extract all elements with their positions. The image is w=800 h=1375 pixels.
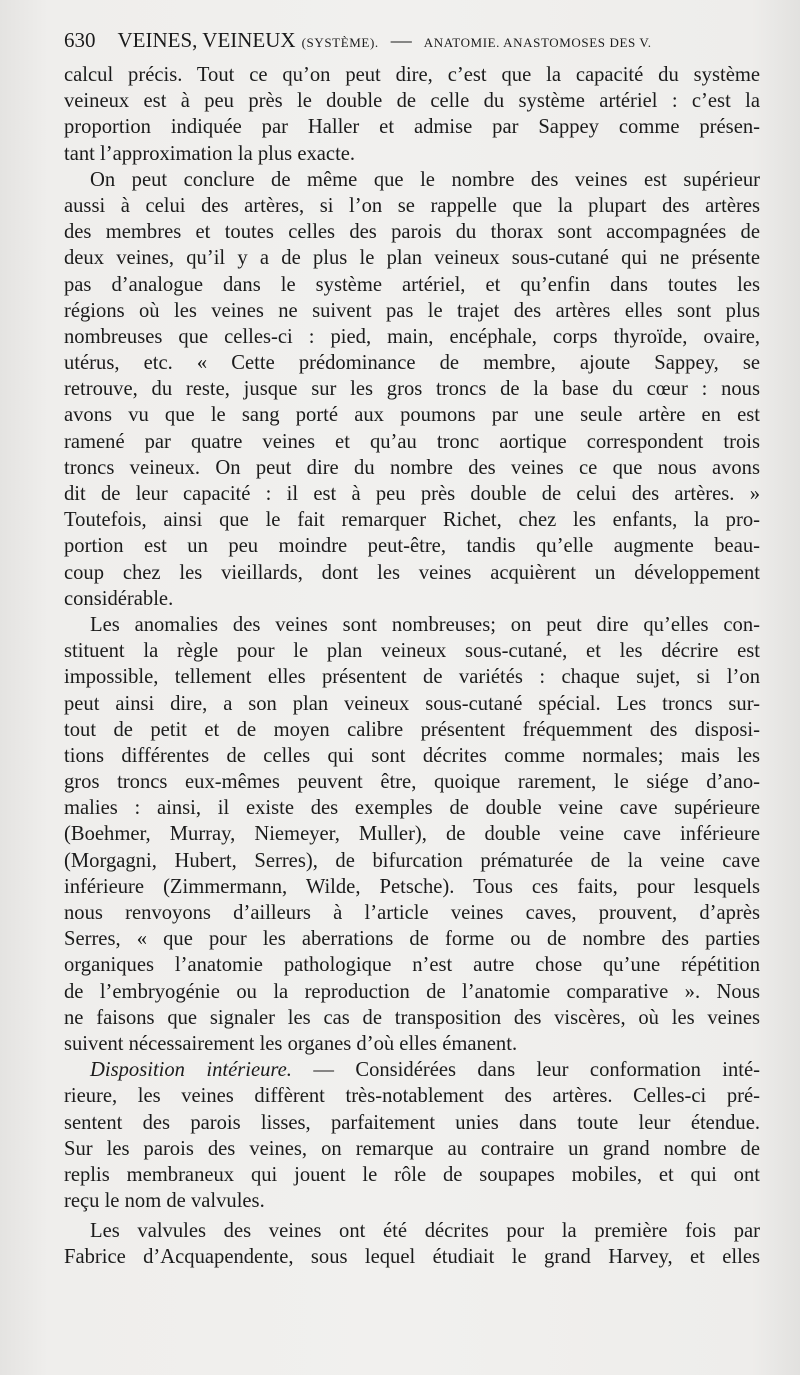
running-head [64,28,778,58]
text-line: ramené par quatre veines et qu’au tronc aortique correspondent trois [64,430,760,453]
text-line: tout de petit et de moyen calibre présentent fréquemment des disposi- [64,718,760,741]
page-number: 630 [64,28,96,52]
text-line: proportion indiquée par Haller et admise par Sappey comme présen- [64,116,760,139]
running-title: VEINES, VEINEUX [117,28,296,52]
text-line: organiques l’anatomie pathologique n’est autre chose qu’une répétition [64,954,760,977]
text-line: deux veines, qu’il y a de plus le plan veineux sous-cutané qui ne présente [64,247,760,270]
text-line: calcul précis. Tout ce qu’on peut dire, c’est que la capacité du système [64,64,760,86]
text-line: ne faisons que signaler les cas de transposition des viscères, où les veines [64,1006,760,1029]
body-text [64,62,760,1271]
text-line: Serres, « que pour les aberrations de forme ou de nombre des parties [64,928,760,951]
text-line: peut ainsi dire, a son plan veineux sous-cutané spécial. Les troncs sur- [64,692,760,715]
text-line: On peut conclure de même que le nombre des veines est supérieur [90,168,760,191]
text-line: suivent nécessairement les organes d’où elles émanent. [64,1032,518,1055]
paragraph-number-of-veins [64,167,760,612]
text-line: portion est un peu moindre peut-être, tandis qu’elle augmente beau- [64,535,760,558]
text-line: veineux est à peu près le double de celle du système artériel : c’est la [64,90,760,113]
paragraph-capacity [64,62,760,167]
text-line: Fabrice d’Acquapendente, sous lequel étudiait le grand Harvey, et elles [64,1246,760,1269]
text-line: Sur les parois des veines, on remarque au contraire un grand nombre de [64,1137,760,1160]
text-line: pas d’analogue dans le système artériel, et qu’enfin dans toutes les [64,273,760,296]
running-subject: ANATOMIE. ANASTOMOSES DES V. [423,35,652,50]
text-line [64,1057,760,1083]
text-line: utérus, etc. « Cette prédominance de membre, ajoute Sappey, se [64,352,760,375]
text-line: nombreuses que celles-ci : pied, main, encéphale, corps thyroïde, ovaire, [64,325,760,348]
text-line: (Boehmer, Murray, Niemeyer, Muller), de double veine cave inférieure [64,823,760,846]
text-line: stituent la règle pour le plan veineux sous-cutané, et les décrire est [64,640,760,663]
text-line: inférieure (Zimmermann, Wilde, Petsche). Tous ces faits, pour lesquels [64,875,760,898]
text-line: Toutefois, ainsi que le fait remarquer Richet, chez les enfants, la pro- [64,509,760,532]
text-line: malies : ainsi, il existe des exemples de double veine cave supérieure [64,797,760,820]
text-line: régions où les veines ne suivent pas le trajet des artères elles sont plus [64,299,760,322]
text-line: avons vu que le sang porté aux poumons par une seule artère en est [64,404,760,427]
text-fragment: — Considérées dans leur conformation inté- [291,1059,761,1082]
paragraph-internal-disposition [64,1057,760,1214]
text-line: retrouve, du reste, jusque sur les gros troncs de la base du cœur : nous [64,378,760,401]
text-line: rieure, les veines diffèrent très-notablement des artères. Celles-ci pré- [64,1085,760,1108]
header-dash: — [390,28,412,52]
text-line: Les anomalies des veines sont nombreuses; on peut dire qu’elles con- [90,613,760,636]
text-line: dit de leur capacité : il est à peu près double de celui des artères. » [64,483,760,505]
section-heading: Disposition intérieure. [90,1059,292,1082]
running-title-paren: (SYSTÈME). [301,35,379,50]
text-line: troncs veineux. On peut dire du nombre des veines ce que nous avons [64,456,760,479]
text-line: (Morgagni, Hubert, Serres), de bifurcation prématurée de la veine cave [64,849,760,872]
text-line: reçu le nom de valvules. [64,1190,265,1213]
text-line: tions différentes de celles qui sont décrites comme normales; mais les [64,744,760,767]
text-line: replis membraneux qui jouent le rôle de soupapes mobiles, et qui ont [64,1163,760,1186]
paragraph-valves [64,1218,760,1270]
text-line: de l’embryogénie ou la reproduction de l’anatomie comparative ». Nous [64,980,760,1003]
text-line: impossible, tellement elles présentent de variétés : chaque sujet, si l’on [64,666,760,689]
text-line: gros troncs eux-mêmes peuvent être, quoique rarement, le siége d’ano- [64,771,760,794]
text-line: des membres et toutes celles des parois du thorax sont accompagnées de [64,221,760,244]
text-line: sentent des parois lisses, parfaitement unies dans toute leur étendue. [64,1111,760,1134]
text-line: coup chez les vieillards, dont les veines acquièrent un développement [64,561,760,584]
paragraph-anomalies [64,612,760,1057]
text-line: tant l’approximation la plus exacte. [64,142,356,165]
text-line: considérable. [64,587,174,610]
text-line: Les valvules des veines ont été décrites pour la première fois par [90,1220,760,1243]
text-line: aussi à celui des artères, si l’on se rappelle que la plupart des artères [64,194,760,217]
text-line: nous renvoyons d’ailleurs à l’article veines caves, prouvent, d’après [64,902,760,924]
